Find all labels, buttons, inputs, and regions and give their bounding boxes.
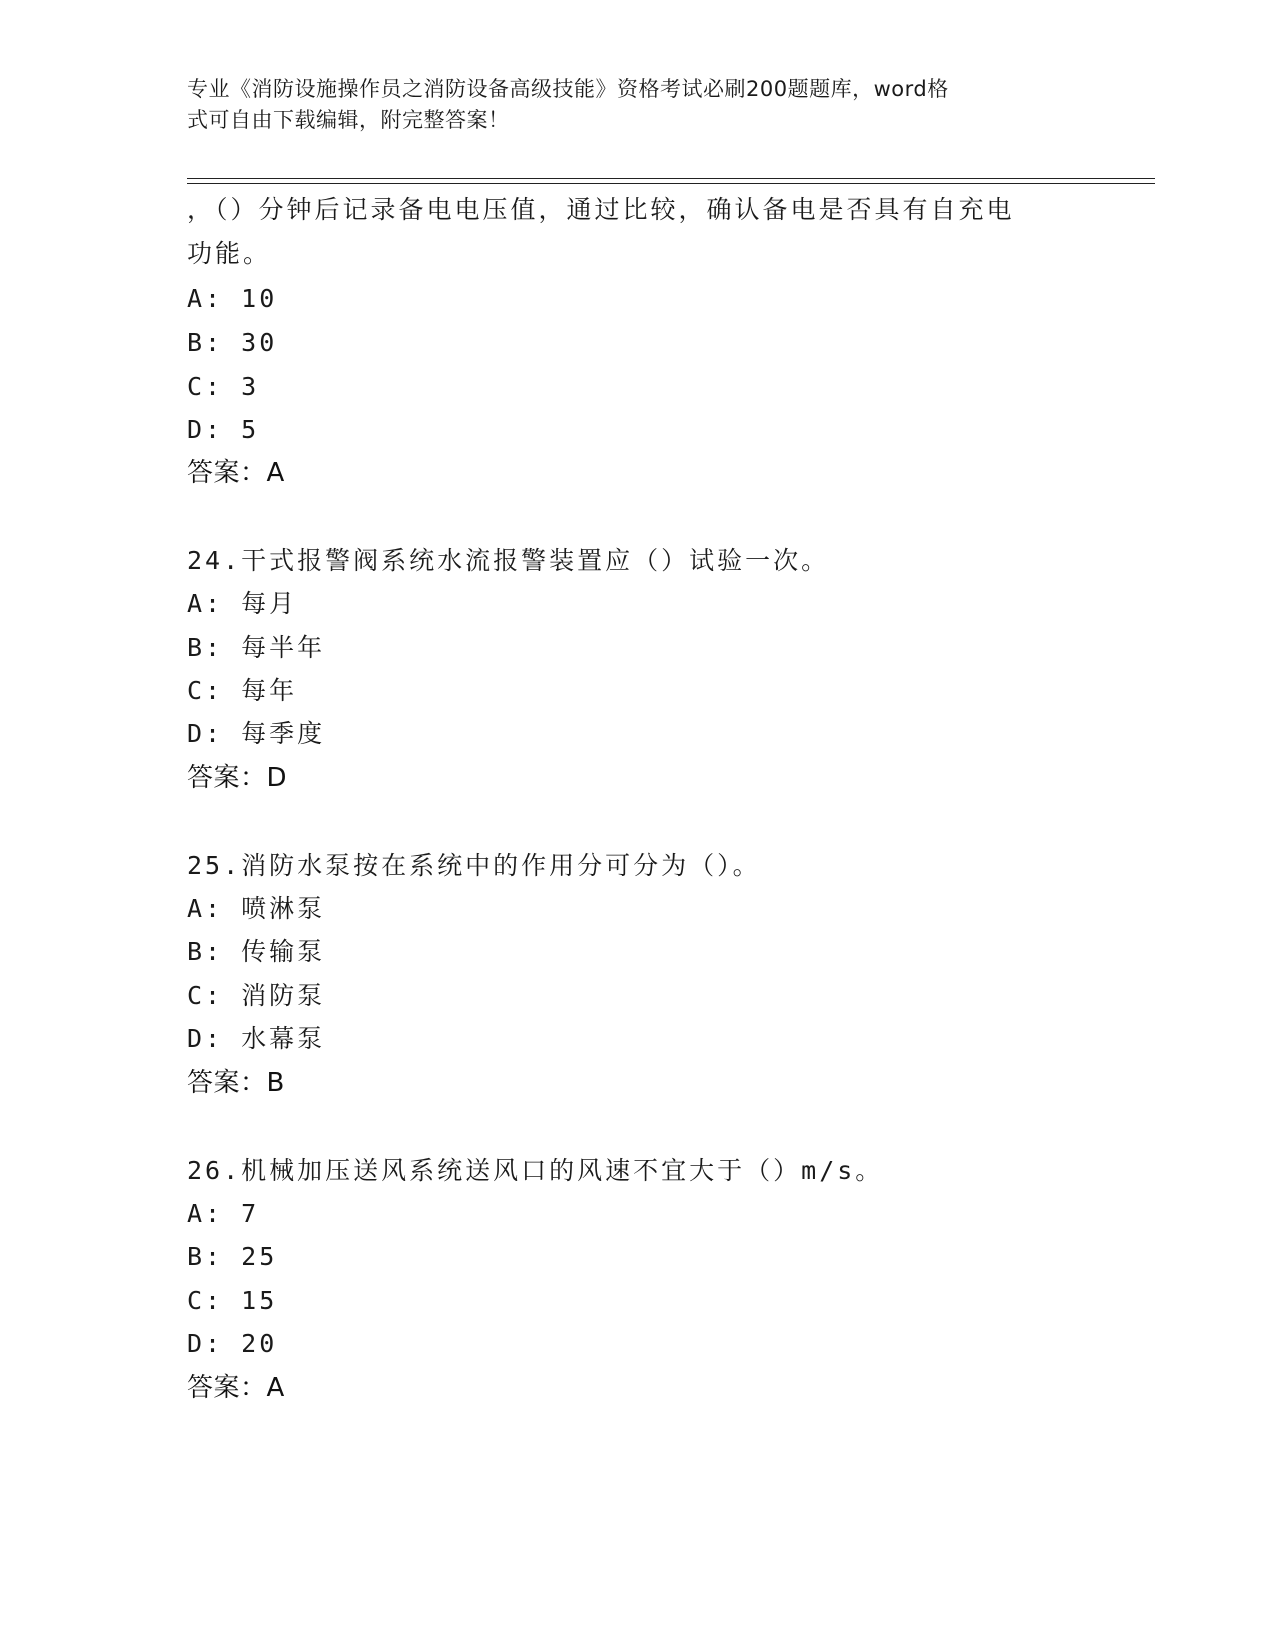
header-title-line-2: 式可自由下载编辑，附完整答案！	[187, 108, 510, 132]
option-text: 30	[241, 328, 278, 357]
answer-line: 答案：B	[187, 1068, 285, 1098]
option-text: 10	[241, 284, 278, 313]
option-text: 喷淋泵	[241, 894, 326, 923]
option-d	[187, 1324, 277, 1364]
question-stem-line: 24.干式报警阀系统水流报警装置应（）试验一次。	[187, 546, 830, 575]
option-text: 消防泵	[241, 981, 326, 1010]
option-c	[187, 976, 325, 1016]
option-text: 7	[241, 1199, 260, 1228]
answer-line: 答案：A	[187, 458, 285, 488]
option-d	[187, 1019, 325, 1059]
question-stem-line: ，（）分钟后记录备电电压值，通过比较，确认备电是否具有自充电	[187, 195, 1015, 224]
option-label: D:	[187, 1329, 224, 1358]
option-b	[187, 323, 277, 363]
option-b	[187, 1237, 277, 1277]
option-text: 传输泵	[241, 937, 326, 966]
option-text: 每月	[241, 589, 298, 618]
option-a	[187, 889, 325, 929]
option-a	[187, 279, 277, 319]
option-label: B:	[187, 633, 224, 662]
option-text: 3	[241, 372, 260, 401]
option-c	[187, 367, 259, 407]
option-text: 每季度	[241, 719, 326, 748]
answer-line: 答案：A	[187, 1373, 285, 1403]
option-label: A:	[187, 589, 224, 618]
option-d	[187, 410, 259, 450]
option-label: C:	[187, 981, 224, 1010]
option-c	[187, 671, 297, 711]
option-text: 每年	[241, 676, 298, 705]
header-title-line-1: 专业《消防设施操作员之消防设备高级技能》资格考试必刷200题题库，word格	[187, 77, 949, 101]
option-label: C:	[187, 372, 224, 401]
option-a	[187, 584, 297, 624]
option-c	[187, 1281, 277, 1321]
option-label: A:	[187, 894, 224, 923]
option-label: C:	[187, 676, 224, 705]
option-text: 5	[241, 415, 260, 444]
option-text: 20	[241, 1329, 278, 1358]
header-divider-bottom	[187, 183, 1155, 184]
option-label: C:	[187, 1286, 224, 1315]
option-d	[187, 714, 325, 754]
answer-line: 答案：D	[187, 763, 288, 793]
option-label: D:	[187, 1024, 224, 1053]
option-label: B:	[187, 1242, 224, 1271]
option-text: 15	[241, 1286, 278, 1315]
question-stem-line: 25.消防水泵按在系统中的作用分可分为（）。	[187, 851, 761, 880]
header-divider-top	[187, 178, 1155, 179]
option-label: D:	[187, 719, 224, 748]
option-b	[187, 628, 325, 668]
option-label: A:	[187, 284, 224, 313]
option-text: 25	[241, 1242, 278, 1271]
option-a	[187, 1194, 259, 1234]
question-stem-line: 功能。	[187, 239, 272, 268]
option-b	[187, 932, 325, 972]
option-label: B:	[187, 328, 224, 357]
option-text: 水幕泵	[241, 1024, 326, 1053]
option-label: A:	[187, 1199, 224, 1228]
option-label: B:	[187, 937, 224, 966]
document-header	[187, 74, 1067, 136]
question-stem-line: 26.机械加压送风系统送风口的风速不宜大于（）m/s。	[187, 1156, 884, 1185]
option-text: 每半年	[241, 633, 326, 662]
option-label: D:	[187, 415, 224, 444]
